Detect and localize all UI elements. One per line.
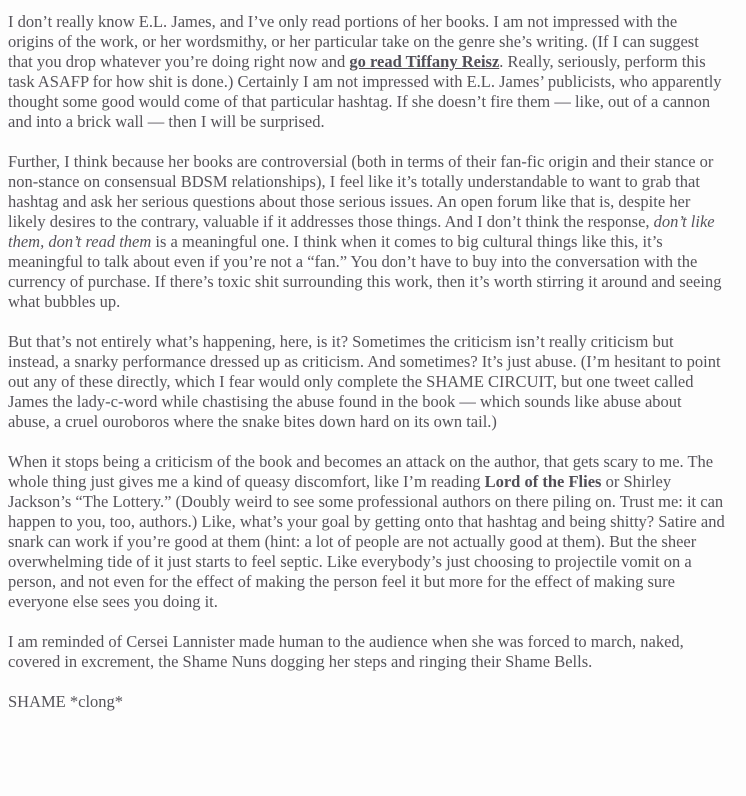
text-run: I am reminded of Cersei Lannister made human to the audience when she was forced to march, naked, covered in excrement, the Shame Nuns dogging her steps and ringing their Shame Bells. — [8, 632, 684, 671]
text-run: Further, I think because her books are controversial (both in terms of their fan-fic origin and their stance or non-stance on consensual BDSM relationships), I feel like it’s totally understandable to want to grab that hashtag and ask her serious questions about those serious issues. An open forum like that is, despite her likely desires to the contrary, valuable if it addresses those things. And I don’t think the response, — [8, 152, 714, 231]
text-run: But that’s not entirely what’s happening, here, is it? Sometimes the criticism isn’t really criticism but instead, a snarky performance dressed up as criticism. And sometimes? It’s just abuse. (I’m hesitant to point out any of these directly, which I fear would only complete the SHAME CIRCUIT, but one tweet called James the lady-c-word while chastising the abuse found in the book — which sounds like abuse about abuse, a cruel ouroboros where the snake bites down hard on its own tail.) — [8, 332, 721, 431]
text-run: When it stops being a criticism of the book and becomes an attack on the author, that gets scary to me. The whole thing just gives me a kind of queasy discomfort, like I’m reading — [8, 452, 714, 491]
text-run: is a meaningful one. I think when it comes to big cultural things like this, it’s meaningful to talk about even if you’re not a “fan.” You don’t have to buy into the conversation with the currency of purchase. If there’s toxic shit surrounding this work, then it’s worth stirring it around and seeing what bubbles up. — [8, 232, 722, 311]
emphasized-phrase: don’t like them, don’t read them — [8, 212, 715, 251]
book-title: Lord of the Flies — [484, 472, 602, 491]
text-run: I don’t really know E.L. James, and I’ve only read portions of her books. I am not impressed with the origins of the work, or her wordsmithy, or her particular take on the genre she’s writing. (If I can suggest that you drop whatever you’re doing right now and — [8, 12, 699, 71]
text-run: or Shirley Jackson’s “The Lottery.” (Doubly weird to see some professional authors on there piling on. Trust me: it can happen to you, too, authors.) Like, what’s your goal by getting onto that hashtag and being shitty? Satire and snark can work if you’re good at them (hint: a lot of people are not actually good at them). But the sheer overwhelming tide of it just starts to feel septic. Like everybody’s just choosing to projectile vomit on a person, and not even for the effect of making the person feel it but more for the effect of making sure everyone else sees you doing it. — [8, 472, 725, 611]
paragraph — [8, 152, 726, 312]
paragraph — [8, 12, 726, 132]
paragraph — [8, 692, 726, 712]
go-read-tiffany-reisz-link[interactable]: go read Tiffany Reisz — [349, 52, 500, 71]
paragraph — [8, 452, 726, 612]
text-run: . Really, seriously, perform this task ASAFP for how shit is done.) Certainly I am not impressed with E.L. James’ publicists, who apparently thought some good would come of that particular hashtag. If she doesn’t fire them — like, out of a cannon and into a brick wall — then I will be surprised. — [8, 52, 722, 131]
paragraph — [8, 632, 726, 672]
paragraph — [8, 332, 726, 432]
text-run: SHAME *clong* — [8, 692, 124, 711]
